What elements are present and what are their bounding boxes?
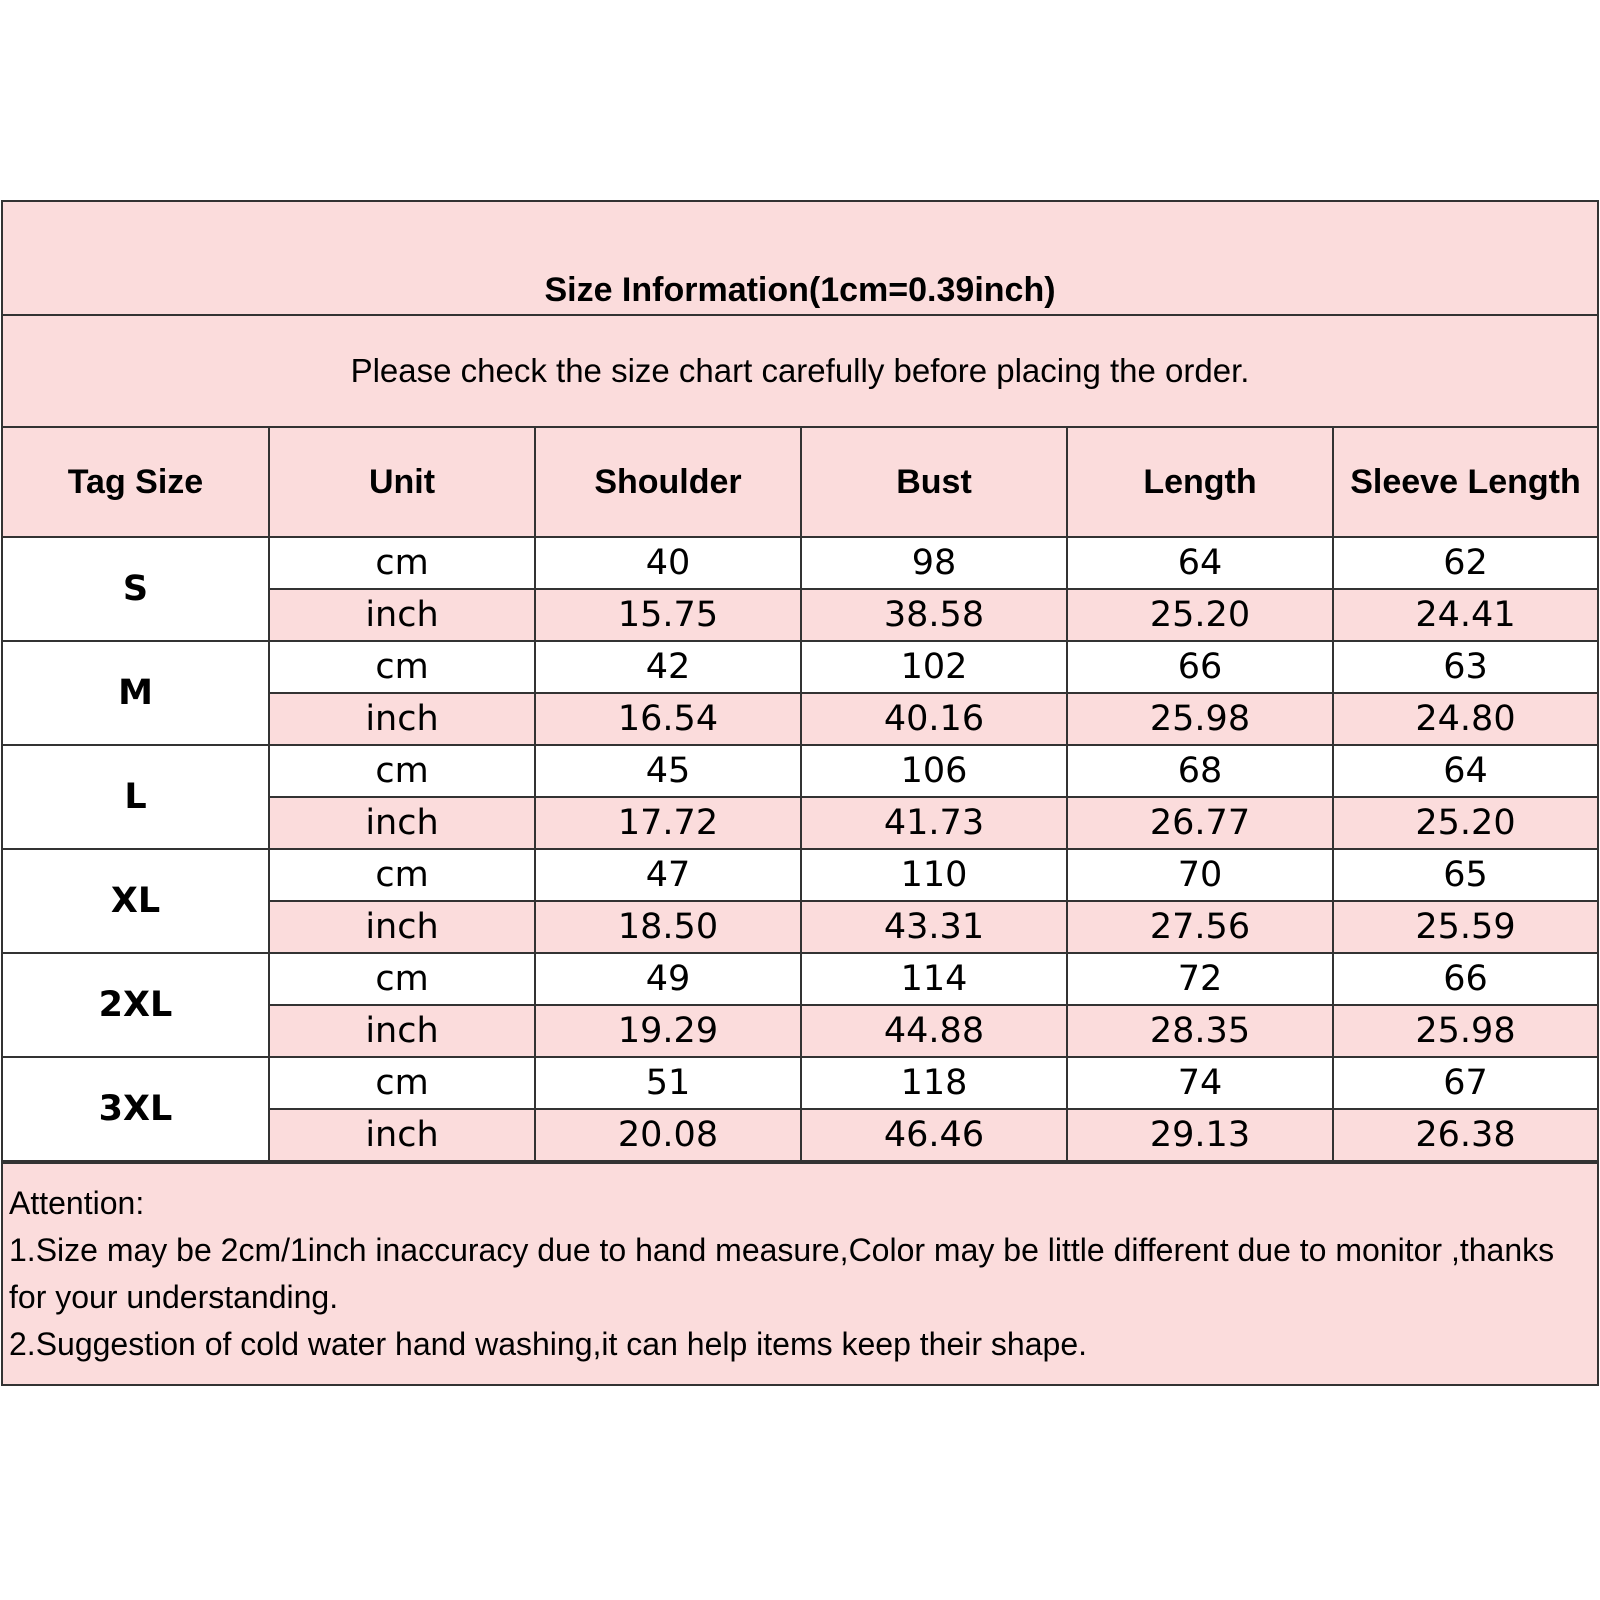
sleeve-length-cell: 25.59 xyxy=(1333,901,1597,953)
length-cell: 72 xyxy=(1067,953,1333,1005)
sleeve-length-cell: 26.38 xyxy=(1333,1109,1597,1161)
bust-cell: 102 xyxy=(801,641,1067,693)
unit-cell: inch xyxy=(269,901,535,953)
title-row xyxy=(3,202,1597,316)
shoulder-cell: 19.29 xyxy=(535,1005,801,1057)
unit-cell: cm xyxy=(269,641,535,693)
sleeve-length-cell: 64 xyxy=(1333,745,1597,797)
shoulder-cell: 47 xyxy=(535,849,801,901)
bust-cell: 43.31 xyxy=(801,901,1067,953)
notes-line-1: 1.Size may be 2cm/1inch inaccuracy due to hand measure,Color may be little different due to monitor ,thanks for your understanding. xyxy=(9,1232,1555,1315)
shoulder-cell: 49 xyxy=(535,953,801,1005)
length-cell: 25.98 xyxy=(1067,693,1333,745)
size-table xyxy=(3,428,1597,1162)
length-cell: 68 xyxy=(1067,745,1333,797)
bust-cell: 114 xyxy=(801,953,1067,1005)
sleeve-length-cell: 67 xyxy=(1333,1057,1597,1109)
unit-cell: cm xyxy=(269,537,535,589)
table-row xyxy=(3,537,1597,589)
size-chart xyxy=(1,200,1599,1386)
sleeve-length-cell: 63 xyxy=(1333,641,1597,693)
unit-cell: inch xyxy=(269,797,535,849)
unit-cell: inch xyxy=(269,693,535,745)
length-cell: 26.77 xyxy=(1067,797,1333,849)
bust-cell: 41.73 xyxy=(801,797,1067,849)
sleeve-length-cell: 25.20 xyxy=(1333,797,1597,849)
length-cell: 29.13 xyxy=(1067,1109,1333,1161)
length-cell: 66 xyxy=(1067,641,1333,693)
table-row xyxy=(3,745,1597,797)
tag-size-cell: XL xyxy=(3,849,269,953)
bust-cell: 110 xyxy=(801,849,1067,901)
header-unit: Unit xyxy=(269,428,535,537)
unit-cell: cm xyxy=(269,1057,535,1109)
unit-cell: inch xyxy=(269,1109,535,1161)
unit-cell: cm xyxy=(269,849,535,901)
bust-cell: 98 xyxy=(801,537,1067,589)
sleeve-length-cell: 24.80 xyxy=(1333,693,1597,745)
shoulder-cell: 42 xyxy=(535,641,801,693)
table-row xyxy=(3,641,1597,693)
table-row xyxy=(3,953,1597,1005)
unit-cell: cm xyxy=(269,745,535,797)
bust-cell: 118 xyxy=(801,1057,1067,1109)
length-cell: 70 xyxy=(1067,849,1333,901)
sleeve-length-cell: 66 xyxy=(1333,953,1597,1005)
header-row xyxy=(3,428,1597,537)
bust-cell: 44.88 xyxy=(801,1005,1067,1057)
table-row xyxy=(3,1057,1597,1109)
length-cell: 28.35 xyxy=(1067,1005,1333,1057)
sleeve-length-cell: 24.41 xyxy=(1333,589,1597,641)
tag-size-cell: M xyxy=(3,641,269,745)
tag-size-cell: S xyxy=(3,537,269,641)
header-length: Length xyxy=(1067,428,1333,537)
header-shoulder: Shoulder xyxy=(535,428,801,537)
sleeve-length-cell: 25.98 xyxy=(1333,1005,1597,1057)
length-cell: 27.56 xyxy=(1067,901,1333,953)
shoulder-cell: 20.08 xyxy=(535,1109,801,1161)
bust-cell: 106 xyxy=(801,745,1067,797)
header-bust: Bust xyxy=(801,428,1067,537)
header-tag-size: Tag Size xyxy=(3,428,269,537)
shoulder-cell: 40 xyxy=(535,537,801,589)
header-sleeve-length: Sleeve Length xyxy=(1333,428,1597,537)
length-cell: 74 xyxy=(1067,1057,1333,1109)
shoulder-cell: 18.50 xyxy=(535,901,801,953)
unit-cell: inch xyxy=(269,1005,535,1057)
bust-cell: 40.16 xyxy=(801,693,1067,745)
tag-size-cell: L xyxy=(3,745,269,849)
tag-size-cell: 2XL xyxy=(3,953,269,1057)
shoulder-cell: 45 xyxy=(535,745,801,797)
sleeve-length-cell: 62 xyxy=(1333,537,1597,589)
shoulder-cell: 15.75 xyxy=(535,589,801,641)
bust-cell: 38.58 xyxy=(801,589,1067,641)
shoulder-cell: 16.54 xyxy=(535,693,801,745)
tag-size-cell: 3XL xyxy=(3,1057,269,1161)
sleeve-length-cell: 65 xyxy=(1333,849,1597,901)
unit-cell: inch xyxy=(269,589,535,641)
attention-notes xyxy=(3,1162,1597,1384)
shoulder-cell: 17.72 xyxy=(535,797,801,849)
notes-line-2: 2.Suggestion of cold water hand washing,it can help items keep their shape. xyxy=(9,1326,1087,1362)
chart-subtitle: Please check the size chart carefully before placing the order. xyxy=(350,352,1250,389)
subtitle-row xyxy=(3,316,1597,428)
bust-cell: 46.46 xyxy=(801,1109,1067,1161)
unit-cell: cm xyxy=(269,953,535,1005)
shoulder-cell: 51 xyxy=(535,1057,801,1109)
length-cell: 64 xyxy=(1067,537,1333,589)
length-cell: 25.20 xyxy=(1067,589,1333,641)
table-row xyxy=(3,849,1597,901)
notes-heading: Attention: xyxy=(9,1185,145,1221)
chart-title: Size Information(1cm=0.39inch) xyxy=(544,271,1056,309)
